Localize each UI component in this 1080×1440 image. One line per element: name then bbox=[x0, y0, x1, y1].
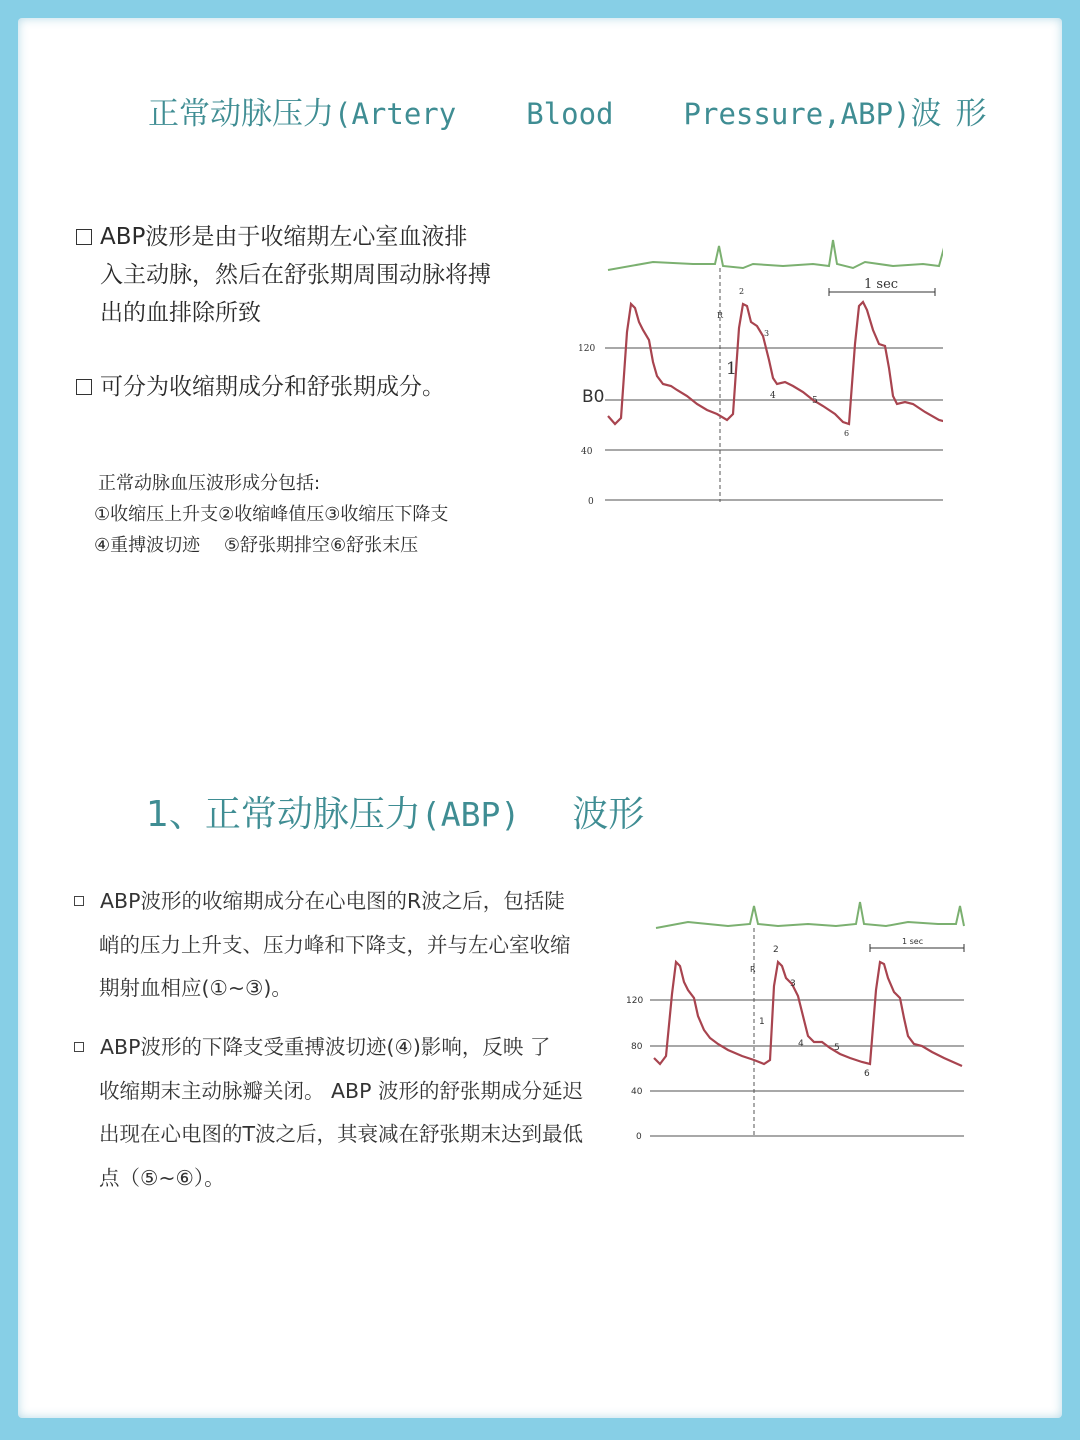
y-tick-120: 120 bbox=[578, 344, 596, 354]
section1-bullet1: ABP波形是由于收缩期左心室血液排 入主动脉，然后在舒张期周围动脉将搏 出的血排除所致 bbox=[76, 218, 516, 332]
title2-end: 波形 bbox=[572, 794, 645, 835]
title-blood: Blood bbox=[526, 97, 614, 131]
scale-label-2: 1 sec bbox=[902, 937, 924, 946]
y2-tick-80: 80 bbox=[631, 1042, 643, 1052]
r-wave-label: R bbox=[717, 311, 724, 320]
y-tick-40: 40 bbox=[581, 447, 593, 457]
document-page bbox=[18, 18, 1062, 1418]
point-label-6: 6 bbox=[844, 429, 850, 438]
y2-tick-0: 0 bbox=[636, 1132, 642, 1142]
y2-tick-40: 40 bbox=[631, 1087, 643, 1097]
checkbox-square-icon bbox=[76, 379, 92, 395]
scale-label: 1 sec bbox=[864, 277, 899, 292]
components-line1: ①收缩压上升支②收缩峰值压③收缩压下降支 bbox=[94, 504, 449, 525]
point2-label-6: 6 bbox=[864, 1069, 870, 1079]
ecg-trace bbox=[608, 240, 943, 270]
section2-paragraph2: ABP波形的下降支受重搏波切迹(④)影响，反映 了 收缩期末主动脉瓣关闭。 ABP 波形的舒张期成分延迟 出现在心电图的T波之后，其衰减在舒张期末达到最低 点（⑤~⑥）。 bbox=[74, 1026, 614, 1200]
point-label-5: 5 bbox=[812, 396, 818, 406]
section1-bullet2: 可分为收缩期成分和舒张期成分。 bbox=[76, 368, 445, 401]
r-wave-label-2: R bbox=[750, 965, 756, 974]
point2-label-3: 3 bbox=[790, 979, 796, 989]
title-shape-char: 形 bbox=[955, 96, 987, 132]
y-tick-80: B0 bbox=[582, 387, 605, 407]
grid-lines-2 bbox=[650, 1000, 964, 1136]
title2-cn: 1、正常动脉压力 bbox=[146, 794, 421, 835]
section2-title bbox=[146, 786, 644, 837]
ecg-trace-2 bbox=[656, 902, 964, 928]
point-label-3: 3 bbox=[764, 329, 770, 338]
point2-label-5: 5 bbox=[834, 1043, 840, 1053]
abp-waveform-figure-2 bbox=[618, 886, 978, 1151]
title-cn: 正常动脉压力 bbox=[148, 96, 334, 132]
section1-title bbox=[148, 88, 987, 133]
title2-abbr: (ABP) bbox=[420, 795, 521, 834]
checkbox-square-icon bbox=[76, 229, 92, 245]
components-title: 正常动脉血压波形成分包括: bbox=[98, 473, 321, 494]
point2-label-2: 2 bbox=[773, 945, 779, 955]
point2-label-4: 4 bbox=[798, 1039, 804, 1049]
title-artery: (Artery bbox=[334, 97, 457, 131]
abp-trace bbox=[608, 302, 943, 424]
point-label-1: 1 bbox=[726, 359, 737, 379]
section2-paragraph1: ABP波形的收缩期成分在心电图的R波之后，包括陡 峭的压力上升支、压力峰和下降支，并与左心室收缩 期射血相应(①~③)。 bbox=[74, 880, 614, 1011]
point2-label-1: 1 bbox=[759, 1017, 765, 1027]
abp-waveform-figure-1 bbox=[553, 226, 943, 516]
small-square-bullet-icon bbox=[74, 1042, 84, 1052]
title-wave-char: 波 bbox=[910, 96, 942, 132]
y2-tick-120: 120 bbox=[626, 996, 644, 1006]
components-list bbox=[94, 468, 514, 561]
small-square-bullet-icon bbox=[74, 896, 84, 906]
title-pressure-abp: Pressure,ABP) bbox=[683, 97, 911, 131]
y-tick-0: 0 bbox=[588, 497, 594, 507]
point-label-4: 4 bbox=[770, 391, 776, 401]
components-line2: ④重搏波切迹 ⑤舒张期排空⑥舒张末压 bbox=[94, 535, 419, 556]
abp-trace-2 bbox=[654, 962, 962, 1066]
point-label-2: 2 bbox=[739, 287, 745, 296]
